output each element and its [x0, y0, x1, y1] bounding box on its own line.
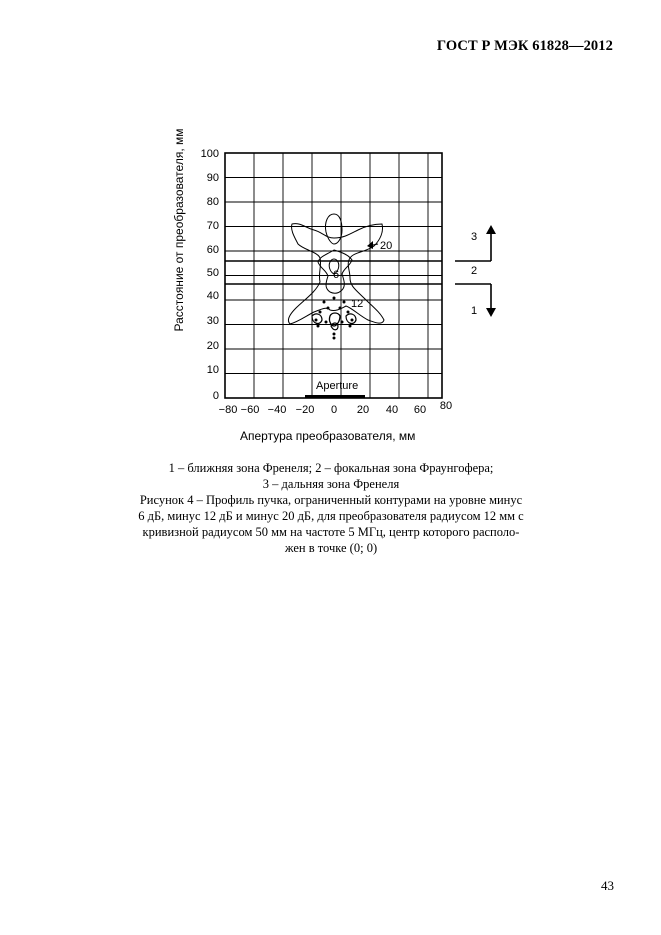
near-field-dots: [315, 297, 354, 340]
x-tick-label: −40: [267, 404, 287, 416]
y-tick-label: 100: [200, 148, 219, 160]
caption-title-line: Рисунок 4 – Профиль пучка, ограниченный контурами на уровне минус: [139, 493, 523, 507]
near-field-dot: [341, 321, 344, 324]
near-field-dot: [333, 297, 336, 300]
aperture-label: Aperture: [316, 380, 359, 392]
page-number: 43: [601, 878, 614, 893]
y-axis-label: Расстояние от преобразователя, мм: [172, 128, 186, 332]
zone-2-label: 2: [471, 265, 478, 277]
y-tick-label: 30: [206, 315, 219, 327]
contour-minus20-label: 20: [380, 240, 393, 252]
page-header: ГОСТ Р МЭК 61828—2012: [436, 38, 613, 54]
near-field-dot: [319, 311, 322, 314]
figure-caption: [118, 460, 544, 556]
near-field-dot: [323, 301, 326, 304]
y-tick-label: 0: [212, 390, 219, 402]
near-field-dot: [351, 319, 354, 322]
x-tick-labels: [219, 400, 452, 416]
y-tick-label: 40: [206, 290, 219, 302]
beam-profile-figure: [0, 0, 661, 460]
x-tick-label: −20: [295, 404, 315, 416]
zone-3-arrowhead: [486, 225, 496, 234]
near-field-lobe-right: [346, 314, 356, 324]
caption-title-line: 6 дБ, минус 12 дБ и минус 20 дБ, для преобразователя радиусом 12 мм с: [138, 509, 524, 523]
aperture-bar: [305, 395, 365, 398]
near-field-dot: [317, 325, 320, 328]
near-field-dot: [333, 333, 336, 336]
caption-title-line: жен в точке (0; 0): [284, 541, 378, 555]
x-tick-label: 0: [330, 404, 338, 416]
zone-1-arrowhead: [486, 308, 496, 317]
y-tick-label: 60: [206, 244, 219, 256]
zone-3-label: 3: [471, 231, 478, 243]
contour-minus6-top: [325, 214, 342, 244]
zone-1-label: 1: [471, 305, 478, 317]
caption-title-line: кривизной радиусом 50 мм на частоте 5 МГц, центр которого располо-: [142, 525, 520, 539]
y-tick-labels: [201, 148, 219, 402]
x-tick-label: 80: [439, 400, 453, 412]
near-field-dot: [315, 319, 318, 322]
near-field-dot: [325, 321, 328, 324]
y-tick-label: 80: [206, 196, 219, 208]
x-tick-label: 60: [413, 404, 427, 416]
y-tick-label: 70: [206, 220, 219, 232]
caption-legend-line: 1 – ближняя зона Френеля; 2 – фокальная зона Фраунгофера;: [168, 461, 494, 475]
near-field-dot: [343, 301, 346, 304]
contour-minus6-label: 6: [333, 269, 340, 281]
y-tick-label: 10: [206, 364, 219, 376]
x-tick-label: −80: [218, 404, 238, 416]
x-axis-label: Апертура преобразователя, мм: [240, 429, 416, 443]
y-tick-label: 50: [206, 267, 219, 279]
near-field-dot: [347, 311, 350, 314]
beam-profile-plot: [0, 0, 661, 460]
y-tick-label: 90: [206, 172, 219, 184]
x-tick-label: −60: [240, 404, 260, 416]
near-field-dot: [327, 307, 330, 310]
near-field-lobe-left: [312, 314, 322, 324]
caption-legend-line: 3 – дальняя зона Френеля: [262, 477, 400, 491]
near-field-dot: [339, 307, 342, 310]
x-tick-label: 20: [356, 404, 370, 416]
x-tick-label: 40: [385, 404, 399, 416]
near-field-dot: [333, 337, 336, 340]
contour-minus12-label: 12: [351, 298, 364, 310]
y-tick-label: 20: [206, 340, 219, 352]
near-field-dot: [349, 325, 352, 328]
